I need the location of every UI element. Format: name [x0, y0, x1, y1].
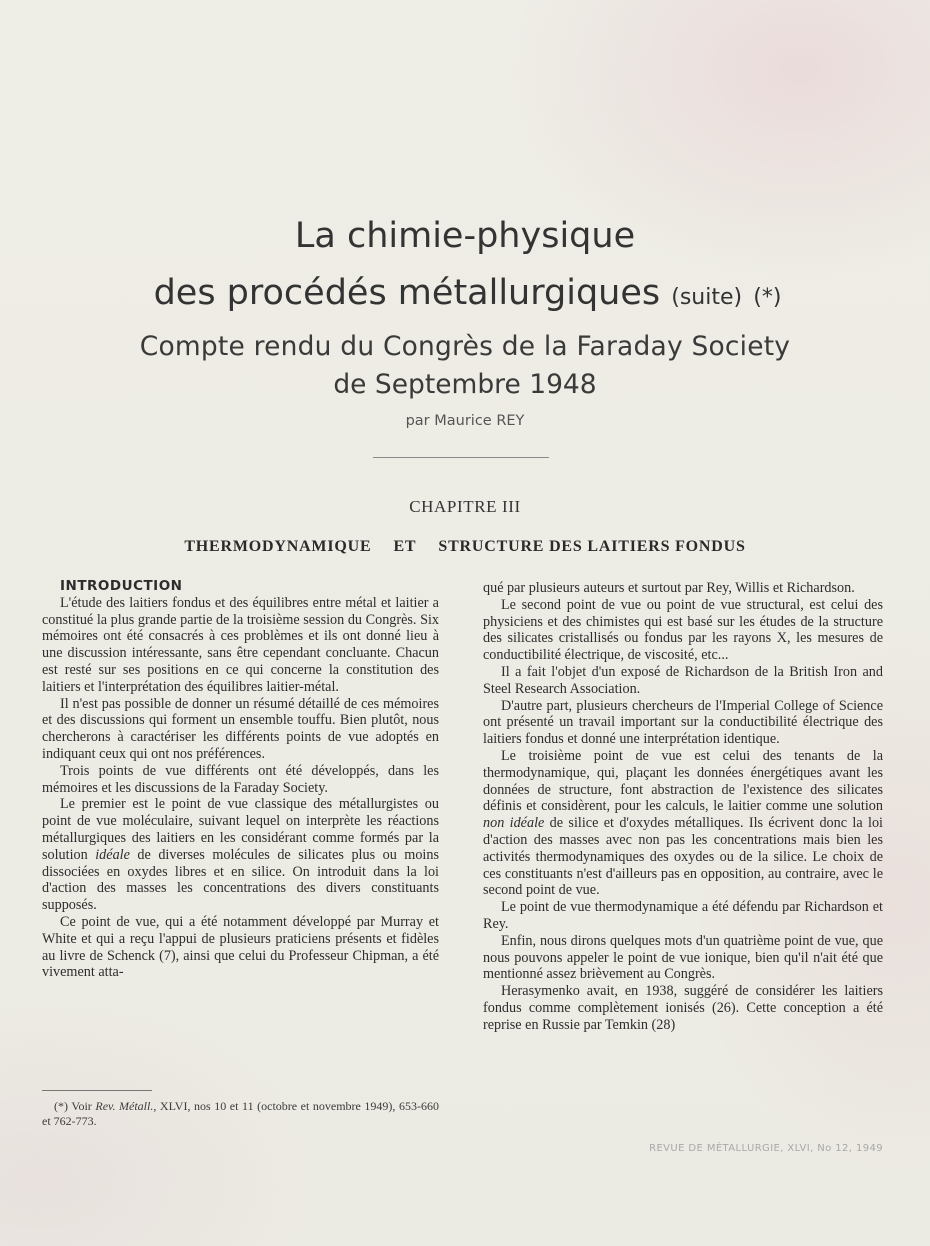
- title-suite: (suite): [671, 285, 743, 310]
- paragraph: Enfin, nous dirons quelques mots d'un quatrième point de vue, que nous pouvons appeler le point de vue ionique, bien qu'il n'ait été que mentionné assez brièvement au Congrès.: [483, 932, 883, 983]
- text-run: Le premier est le point de vue classique des métallurgistes ou point de vue moléculaire, suivant lequel on interprète les réactions métallurgiques des laitiers en les considérant comme formés par la solution: [42, 796, 439, 863]
- emphasis: idéale: [95, 846, 130, 863]
- paragraph: Trois points de vue différents ont été développés, dans les mémoires et les discussions de la Faraday Society.: [42, 762, 439, 796]
- footnote-marker: (*): [54, 1099, 68, 1113]
- section-heading-part-2: ET: [393, 538, 417, 555]
- paragraph: Ce point de vue, qui a été notamment développé par Murray et White et qui a reçu l'appui de plusieurs praticiens présents et fidèles au livre de Schenck (7), ainsi que celui du Professeur Chipman, a été vivement atta-: [42, 913, 439, 981]
- text-run: Voir: [71, 1099, 96, 1113]
- paragraph: Le second point de vue ou point de vue structural, est celui des physiciens et des chimistes qui est basé sur les études de la structure des silicates cristallisés ou fondus par les rayons X, les mesures de conductibilité électrique, de viscosité, etc...: [483, 596, 883, 664]
- subtitle-line-1: Compte rendu du Congrès de la Faraday Society: [139, 331, 791, 362]
- paragraph: [483, 748, 883, 899]
- title-line-1: La chimie-physique: [294, 216, 636, 256]
- chapter-heading: CHAPITRE III: [409, 497, 521, 516]
- text-run: Le troisième point de vue est celui des tenants de la thermodynamique, qui, plaçant les données énergétiques avant les données de structure, font abstraction de l'existence des silicates définis et considèrent, pour les calculs, le laitier comme une solution: [483, 747, 883, 815]
- title-line-2: [0, 273, 930, 313]
- paragraph: Herasymenko avait, en 1938, suggéré de considérer les laitiers fondus comme complètement ionisés (26). Cette conception a été reprise en Russie par Temkin (28): [483, 983, 883, 1033]
- paragraph: L'étude des laitiers fondus et des équilibres entre métal et laitier a constitué la plus grande partie de la troisième session du Congrès. Six mémoires ont été consacrés à ces problèmes et ils ont donné lieu à une discussion intéressante, sans être cependant concluante. Chacun est resté sur ses positions en ce qui concerne la constitution des laitiers et l'interprétation des équilibres laitier-métal.: [42, 594, 439, 695]
- paragraph: qué par plusieurs auteurs et surtout par Rey, Willis et Richardson.: [483, 580, 855, 596]
- paragraph: Il n'est pas possible de donner un résumé détaillé de ces mémoires et des discussions qui forment un ensemble touffu. Bien plutôt, nous chercherons à caractériser les différents points de vue adoptés en indiquant ceux qui ont nos préférences.: [42, 695, 439, 762]
- right-column: [483, 580, 883, 1034]
- section-heading-part-3: STRUCTURE DES LAITIERS FONDUS: [438, 538, 746, 555]
- title-main: des procédés métallurgiques: [153, 273, 661, 313]
- paragraph: Le point de vue thermodynamique a été défendu par Richardson et Rey.: [483, 899, 883, 932]
- subtitle-line-2: de Septembre 1948: [333, 369, 597, 400]
- title-footnote-marker: (*): [753, 285, 782, 310]
- section-heading: [0, 538, 930, 556]
- emphasis: Rev. Métall.: [95, 1099, 154, 1113]
- introduction-heading: INTRODUCTION: [60, 578, 183, 594]
- journal-footer: REVUE DE MÉTALLURGIE, XLVI, No 12, 1949: [649, 1143, 883, 1154]
- paragraph: Il a fait l'objet d'un exposé de Richardson de la British Iron and Steel Research Association.: [483, 663, 883, 697]
- text-run: de diverses molécules de silicates plus ou moins dissociées en oxydes libres et en silice. On introduit dans la loi d'action des masses les concentrations des divers constituants supposés.: [42, 846, 439, 914]
- section-heading-part-1: THERMODYNAMIQUE: [184, 538, 372, 555]
- title-divider: [373, 457, 549, 458]
- paragraph: [42, 796, 439, 914]
- footnote-divider: [42, 1090, 152, 1091]
- emphasis: non idéale: [483, 815, 545, 832]
- footnote: [42, 1099, 439, 1128]
- author-byline: par Maurice REY: [405, 413, 525, 429]
- paragraph: D'autre part, plusieurs chercheurs de l'Imperial College of Science ont présenté un travail important sur la conductibilité électrique des laitiers fondus et donné une interprétation identique.: [483, 697, 883, 748]
- text-run: de silice et d'oxydes métalliques. Ils écrivent donc la loi d'action des masses avec non pas les concentrations mais bien les activités thermodynamiques des oxydes ou de la silice. Le choix de ces constituants n'est d'ailleurs pas en opposition, au contraire, avec le second point de vue.: [483, 815, 883, 899]
- text-run: , XLVI, nos 10 et 11 (octobre et novembre 1949), 653-660 et 762-773.: [42, 1099, 439, 1128]
- left-column: [42, 578, 439, 981]
